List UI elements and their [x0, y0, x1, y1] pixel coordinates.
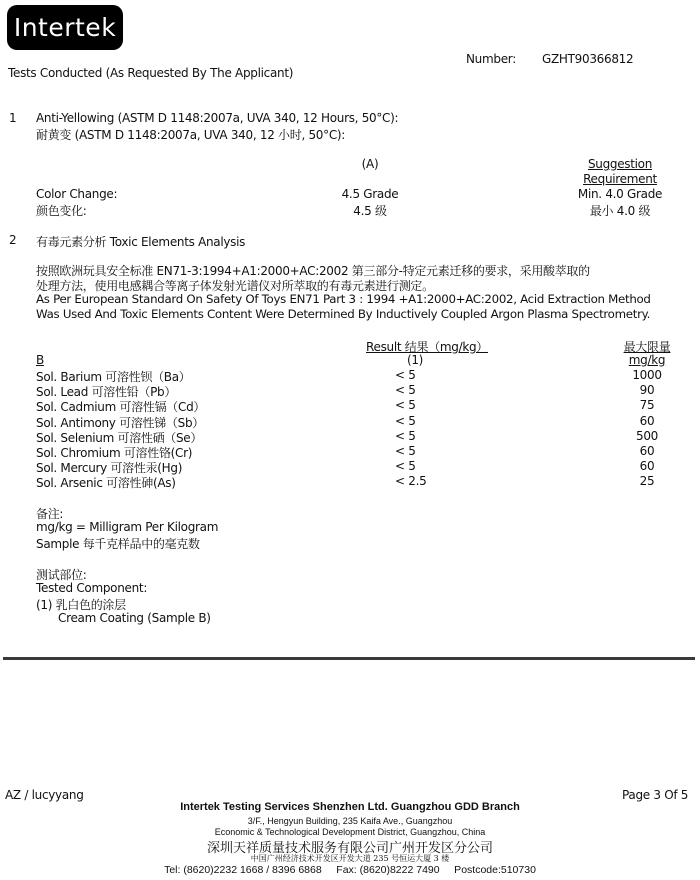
tested-component-item-cn: (1) 乳白色的涂层	[36, 598, 126, 612]
test1-row-label-en: Color Change:	[36, 187, 118, 201]
report-number-label: Number:	[466, 52, 516, 66]
element-name: Sol. Selenium 可溶性硒（Se）	[36, 431, 203, 445]
element-result: < 5	[395, 383, 416, 397]
footer-divider	[3, 657, 695, 660]
test1-requirement-cn: 最小 4.0 级	[589, 204, 651, 218]
test1-index: 1	[9, 111, 17, 125]
section-title: Tests Conducted (As Requested By The Applicant)	[8, 66, 294, 80]
test1-title-cn: 耐黄变 (ASTM D 1148:2007a, UVA 340, 12 小时, 50°C):	[36, 128, 346, 142]
element-limit: 25	[639, 474, 655, 488]
footer-company: Intertek Testing Services Shenzhen Ltd. Guangzhou GDD Branch	[180, 801, 520, 813]
table-header-element: B	[36, 353, 44, 367]
tested-component-title-cn: 测试部位:	[36, 568, 87, 582]
footer-page-number: Page 3 Of 5	[622, 788, 689, 802]
test2-desc-cn-1: 按照欧洲玩具安全标准 EN71-3:1994+A1:2000+AC:2002 第三部分-特定元素迁移的要求，采用酸萃取的	[36, 264, 590, 278]
footer-address-1: 3/F., Hengyun Building, 235 Kaifa Ave., Guangzhou	[247, 816, 453, 826]
element-limit: 60	[639, 414, 655, 428]
test1-requirement-en: Min. 4.0 Grade	[577, 187, 663, 201]
element-result: < 5	[395, 444, 416, 458]
test1-requirement-header-2: Requirement	[583, 172, 657, 186]
element-name: Sol. Antimony 可溶性锑（Sb）	[36, 416, 204, 430]
tested-component-title-en: Tested Component:	[36, 581, 148, 595]
element-result: < 5	[395, 414, 416, 428]
test1-result-en: 4.5 Grade	[341, 187, 399, 201]
notes-title: 备注:	[36, 507, 64, 521]
table-header-result-sub: (1)	[406, 353, 424, 367]
test1-sample-header: (A)	[361, 157, 379, 171]
footer-company-cn: 深圳天祥质量技术服务有限公司广州开发区分公司	[206, 841, 493, 856]
test2-desc-cn-2: 处理方法，使用电感耦合等离子体发射光谱仪对所萃取的有毒元素进行测定。	[36, 279, 434, 293]
test1-requirement-header-1: Suggestion	[587, 157, 653, 171]
element-result: < 2.5	[395, 474, 427, 488]
test2-title: 有毒元素分析 Toxic Elements Analysis	[36, 235, 246, 249]
element-limit: 1000	[632, 368, 662, 382]
element-limit: 90	[639, 383, 655, 397]
element-name: Sol. Cadmium 可溶性镉（Cd）	[36, 400, 206, 414]
footer-contact: Tel: (8620)2232 1668 / 8396 6868 Fax: (8620)8222 7490 Postcode:510730	[164, 864, 536, 876]
table-header-result: Result 结果（mg/kg）	[366, 340, 489, 354]
test2-index: 2	[9, 233, 17, 247]
element-name: Sol. Mercury 可溶性汞(Hg)	[36, 461, 183, 475]
element-result: < 5	[395, 459, 416, 473]
element-limit: 60	[639, 444, 655, 458]
element-result: < 5	[395, 368, 416, 382]
element-limit: 60	[639, 459, 655, 473]
test1-title-en: Anti-Yellowing (ASTM D 1148:2007a, UVA 340, 12 Hours, 50°C):	[36, 111, 399, 125]
element-limit: 500	[635, 429, 658, 443]
element-limit: 75	[639, 398, 655, 412]
intertek-logo: Intertek	[7, 5, 123, 50]
element-result: < 5	[395, 398, 416, 412]
element-name: Sol. Arsenic 可溶性砷(As)	[36, 476, 176, 490]
footer-address-cn: 中国广州经济技术开发区开发大道 235 号恒运大厦 3 楼	[250, 854, 450, 863]
test1-result-cn: 4.5 级	[353, 204, 387, 218]
table-header-limit: 最大限量	[623, 340, 671, 354]
test2-desc-en-2: Was Used And Toxic Elements Content Were Determined By Inductively Coupled Argon Plasma Spectrometry.	[36, 307, 651, 321]
footer-address-2: Economic & Technological Development District, Guangzhou, China	[214, 827, 486, 837]
element-name: Sol. Barium 可溶性钡（Ba）	[36, 370, 191, 384]
element-result: < 5	[395, 429, 416, 443]
element-name: Sol. Chromium 可溶性铬(Cr)	[36, 446, 193, 460]
table-header-limit-sub: mg/kg	[628, 353, 666, 367]
footer-signer: AZ / lucyyang	[5, 788, 84, 802]
element-name: Sol. Lead 可溶性铅（Pb）	[36, 385, 177, 399]
note-unit-cn: Sample 每千克样品中的毫克数	[36, 537, 200, 551]
note-unit-en: mg/kg = Milligram Per Kilogram	[36, 520, 219, 534]
test2-desc-en-1: As Per European Standard On Safety Of Toys EN71 Part 3 : 1994 +A1:2000+AC:2002, Acid Extraction Method	[36, 292, 651, 306]
test1-row-label-cn: 颜色变化:	[36, 204, 87, 218]
report-number-value: GZHT90366812	[542, 52, 634, 66]
tested-component-item-en: Cream Coating (Sample B)	[58, 611, 211, 625]
